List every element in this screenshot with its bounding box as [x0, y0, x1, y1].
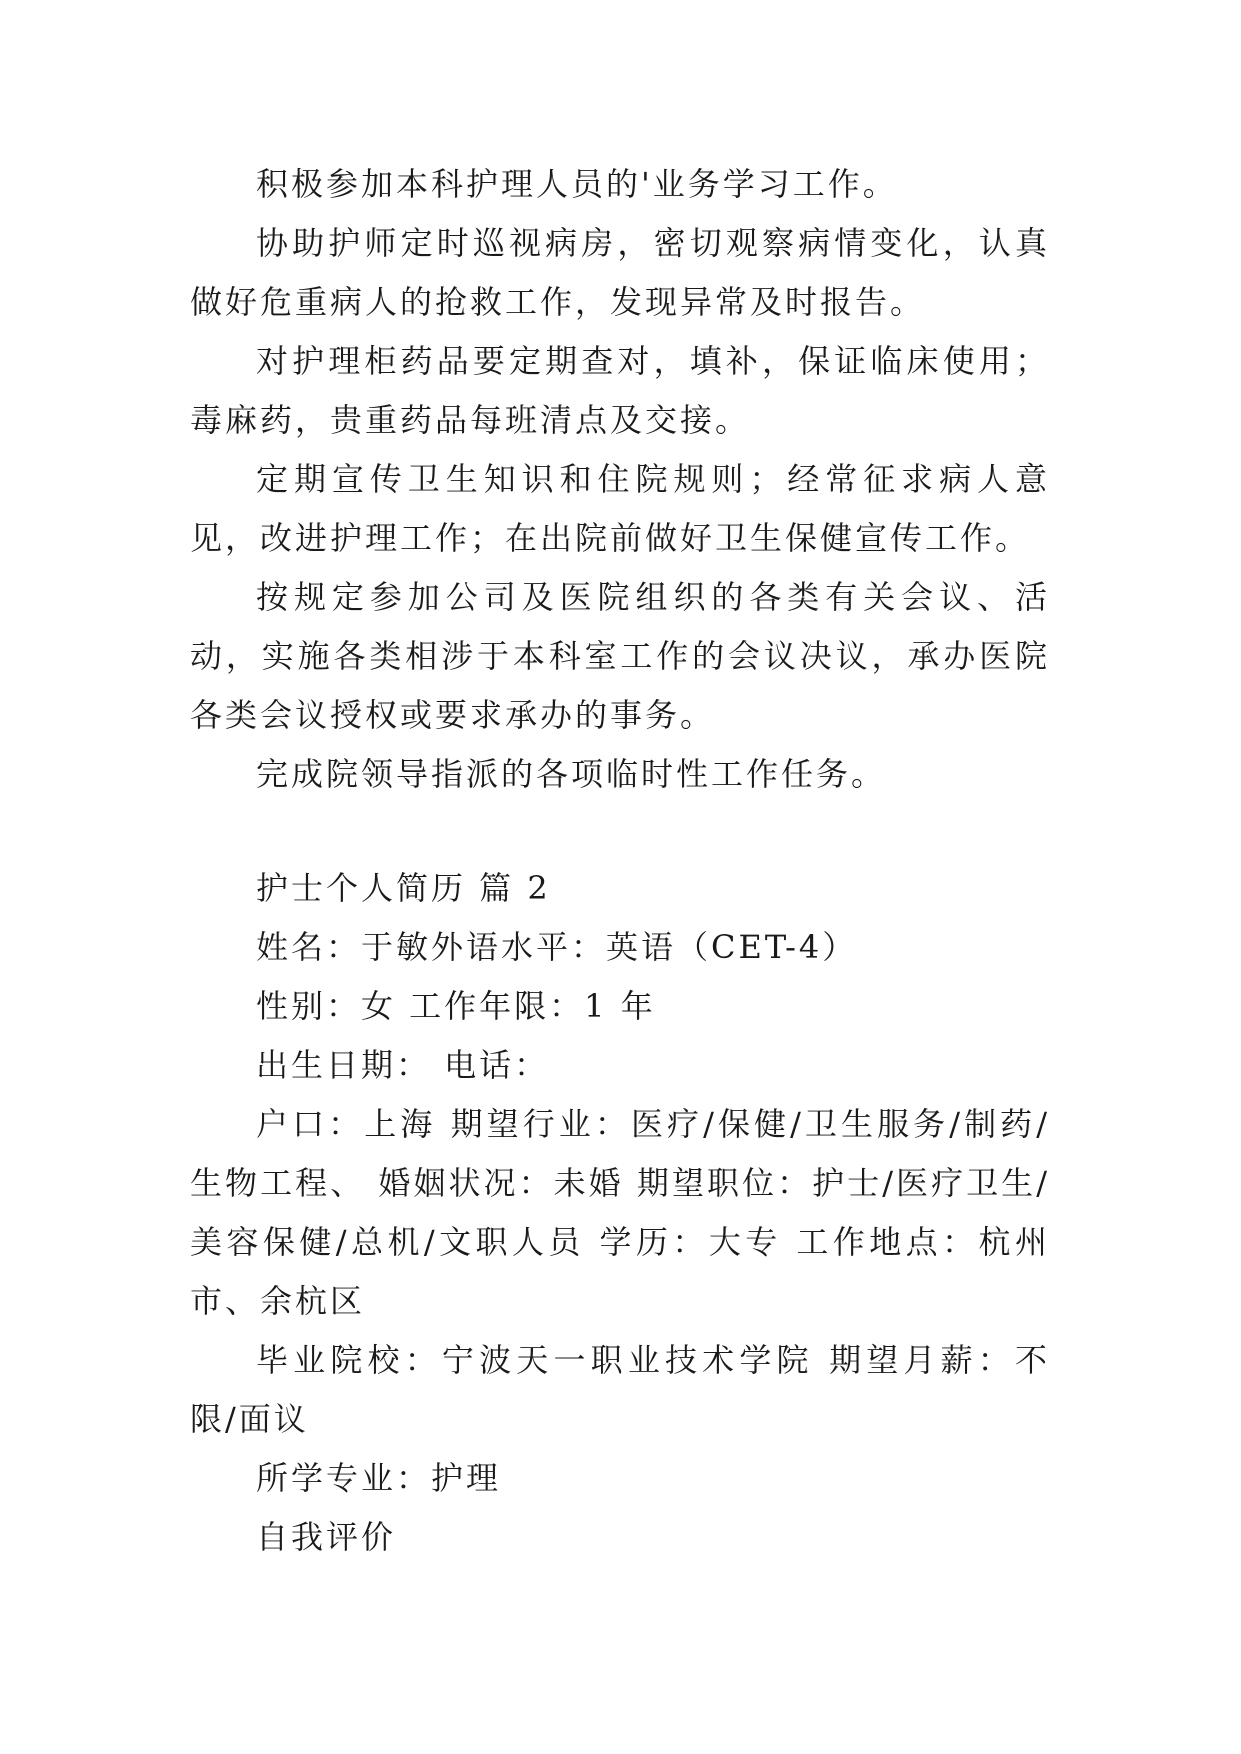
duty-paragraph-4: 定期宣传卫生知识和住院规则；经常征求病人意见，改进护理工作；在出院前做好卫生保健宣传工作。: [190, 460, 1050, 557]
document-body: [190, 155, 1050, 1567]
resume-birth-line: 出生日期： 电话：: [256, 1046, 550, 1084]
section-heading: 护士个人简历 篇 2: [256, 869, 551, 907]
resume-major-line: 所学专业：护理: [256, 1459, 502, 1497]
duty-paragraph-6: 完成院领导指派的各项临时性工作任务。: [256, 755, 887, 793]
resume-name-line: 姓名：于敏外语水平：英语（CET-4）: [256, 928, 858, 966]
duty-paragraph-2: 协助护师定时巡视病房，密切观察病情变化，认真做好危重病人的抢救工作，发现异常及时报告。: [190, 224, 1050, 321]
resume-gender-line: 性别：女 工作年限：1 年: [256, 987, 656, 1025]
duty-paragraph-5: 按规定参加公司及医院组织的各类有关会议、活动，实施各类相涉于本科室工作的会议决议，承办医院各类会议授权或要求承办的事务。: [190, 578, 1050, 734]
resume-self-eval-heading: 自我评价: [256, 1518, 397, 1556]
resume-school-line: 毕业院校：宁波天一职业技术学院 期望月薪：不限/面议: [190, 1341, 1050, 1438]
resume-hukou-line: 户口：上海 期望行业：医疗/保健/卫生服务/制药/生物工程、 婚姻状况：未婚 期望职位：护士/医疗卫生/美容保健/总机/文职人员 学历：大专 工作地点：杭州市、余杭区: [190, 1105, 1050, 1320]
duty-paragraph-3: 对护理柜药品要定期查对，填补，保证临床使用；毒麻药，贵重药品每班清点及交接。: [190, 342, 1050, 439]
duty-paragraph-1: 积极参加本科护理人员的'业务学习工作。: [256, 165, 898, 203]
